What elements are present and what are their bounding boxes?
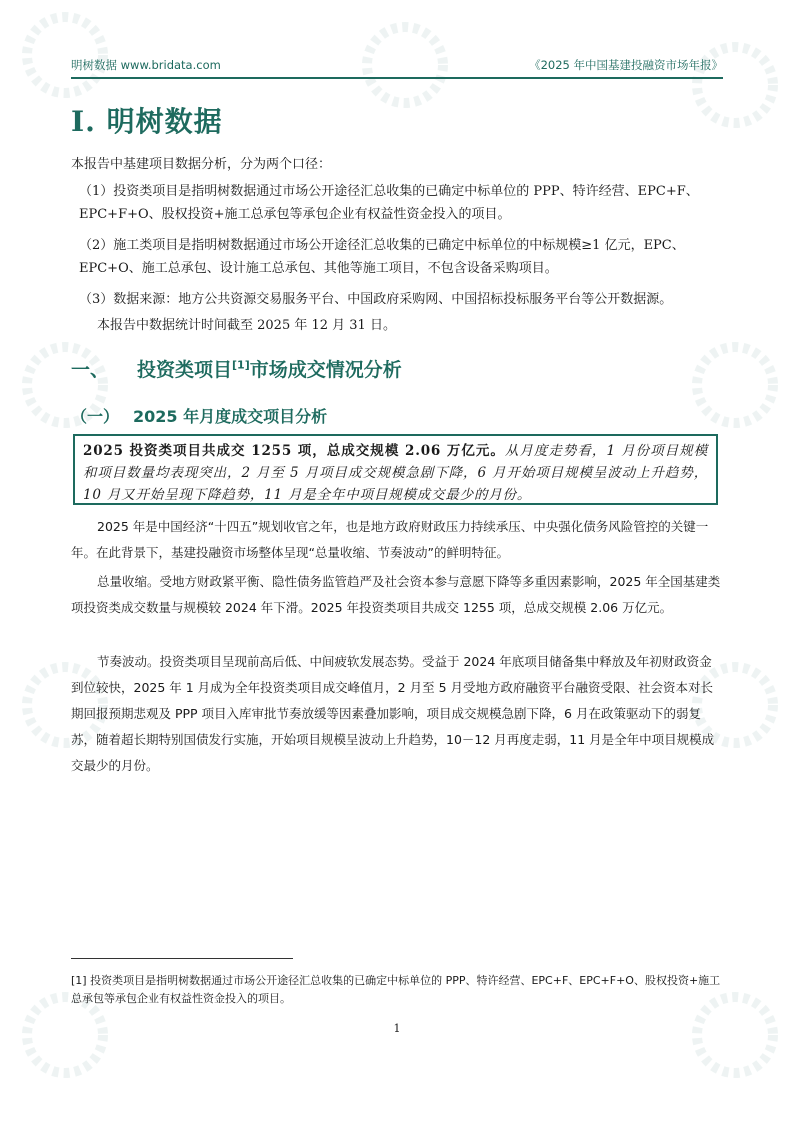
subsection-heading bbox=[71, 404, 327, 427]
header-divider bbox=[71, 77, 723, 79]
intro-item-1: （1）投资类项目是指明树数据通过市场公开途径汇总收集的已确定中标单位的 PPP、特许经营、EPC+F、EPC+F+O、股权投资+施工总承包等承包企业有权益性资金投入的项目。 bbox=[79, 184, 699, 222]
page-title: I. 明树数据 bbox=[71, 105, 223, 138]
watermark-logo bbox=[690, 340, 780, 430]
header-site: 明树数据 www.bridata.com bbox=[71, 58, 221, 72]
body-paragraph-1: 2025 年是中国经济“十四五”规划收官之年，也是地方政府财政压力持续承压、中央强化债务风险管控的关键一年。在此背景下，基建投融资市场整体呈现“总量收缩、节奏波动”的鲜明特征。 bbox=[71, 519, 709, 560]
intro-lead: 本报告中基建项目数据分析，分为两个口径： bbox=[71, 157, 332, 172]
footnote: [1] 投资类项目是指明树数据通过市场公开途径汇总收集的已确定中标单位的 PPP、特许经营、EPC+F、EPC+F+O、股权投资+施工总承包等承包企业有权益性资金投入的项目。 bbox=[71, 974, 721, 1005]
intro-item-3: （3）数据来源：地方公共资源交易服务平台、中国政府采购网、中国招标投标服务平台等公开数据源。 bbox=[79, 292, 673, 307]
section-number: 一、 bbox=[71, 359, 110, 381]
section-title-pre: 投资类项目 bbox=[137, 359, 233, 381]
body-paragraph-3: 节奏波动。投资类项目呈现前高后低、中间疲软发展态势。受益于 2024 年底项目储备集中释放及年初财政资金到位较快，2025 年 1 月成为全年投资类项目成交峰值月，2 月至 5 月受地方政府融资平台融资受限、社会资本对长期回报预期悲观及 PPP 项目入库审批节奏放缓等因素叠加影响，项目成交规模急剧下降，6 月在政策驱动下的弱复苏，随着超长期特别国债发行实施，开始项目规模呈波动上升趋势，10－12 月再度走弱，11 月是全年中项目规模成交最少的月份。 bbox=[71, 654, 715, 773]
footnote-ref[interactable]: [1] bbox=[232, 358, 250, 372]
watermark-logo bbox=[690, 40, 780, 130]
header-report-title: 《2025 年中国基建投融资市场年报》 bbox=[529, 58, 723, 72]
intro-item-2: （2）施工类项目是指明树数据通过市场公开途径汇总收集的已确定中标单位的中标规模≥1 亿元，EPC、EPC+O、施工总承包、设计施工总承包、其他等施工项目，不包含设备采购项目。 bbox=[79, 238, 685, 276]
summary-bold: 2025 投资类项目共成交 1255 项，总成交规模 2.06 万亿元。 bbox=[83, 443, 505, 459]
summary-box bbox=[73, 434, 718, 505]
subsection-title: 2025 年月度成交项目分析 bbox=[133, 407, 328, 426]
page-header bbox=[71, 57, 723, 77]
watermark-logo bbox=[20, 10, 110, 100]
section-title-post: 市场成交情况分析 bbox=[249, 359, 402, 381]
subsection-number: （一） bbox=[71, 407, 120, 426]
footnote-divider bbox=[71, 958, 293, 959]
page-number: 1 bbox=[393, 1022, 401, 1035]
section-heading bbox=[71, 355, 402, 382]
body-paragraph-2: 总量收缩。受地方财政紧平衡、隐性债务监管趋严及社会资本参与意愿下降等多重因素影响，2025 年全国基建类项投资类成交数量与规模较 2024 年下滑。2025 年投资类项目共成交 1255 项，总成交规模 2.06 万亿元。 bbox=[71, 574, 721, 615]
intro-cutoff: 本报告中数据统计时间截至 2025 年 12 月 31 日。 bbox=[97, 318, 396, 333]
summary-italic: 从月度走势看，1 月份项目规模和项目数量均表现突出，2 月至 5 月项目成交规模急剧下降，6 月开始项目规模呈波动上升趋势，10 月又开始呈现下降趋势，11 月是全年中项目规模成交最少的月份。 bbox=[83, 443, 708, 503]
